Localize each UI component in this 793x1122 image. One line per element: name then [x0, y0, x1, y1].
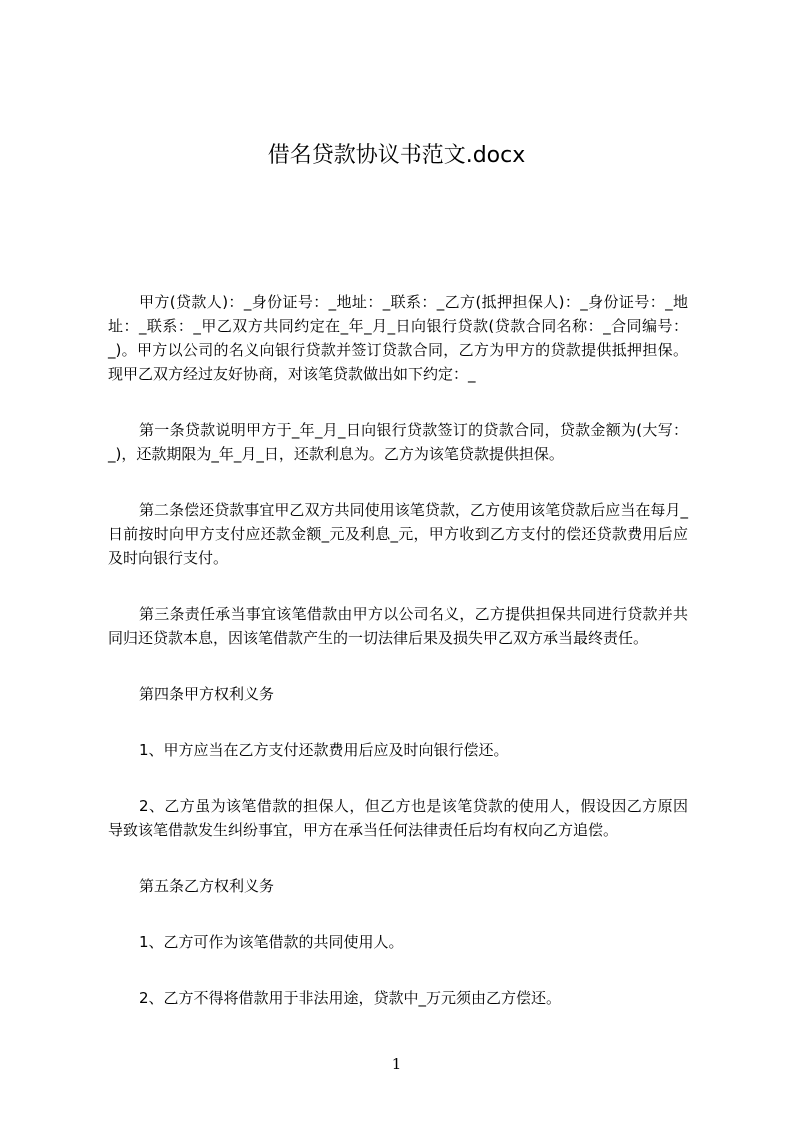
paragraph-article-2: 第二条偿还贷款事宜甲乙双方共同使用该笔贷款，乙方使用该笔贷款后应当在每月_日前按时向甲方支付应还款金额_元及利息_元，甲方收到乙方支付的偿还贷款费用后应及时向银行支付。: [108, 501, 688, 567]
document-title: 借名贷款协议书范文.docx: [267, 143, 526, 168]
paragraph-article-4-item-2: 2、乙方虽为该笔借款的担保人，但乙方也是该笔贷款的使用人，假设因乙方原因导致该笔借款发生纠纷事宜，甲方在承当任何法律责任后均有权向乙方追偿。: [108, 797, 688, 839]
paragraph-article-3: 第三条责任承当事宜该笔借款由甲方以公司名义，乙方提供担保共同进行贷款并共同归还贷款本息，因该笔借款产生的一切法律后果及损失甲乙双方承当最终责任。: [108, 605, 688, 647]
paragraph-article-4-heading: 第四条甲方权利义务: [139, 685, 275, 703]
paragraph-article-5-item-2: 2、乙方不得将借款用于非法用途，贷款中_万元须由乙方偿还。: [139, 989, 562, 1007]
paragraph-preamble: 甲方(贷款人)：_身份证号：_地址：_联系：_乙方(抵押担保人)：_身份证号：_地址：_联系：_甲乙双方共同约定在_年_月_日向银行贷款(贷款合同名称：_合同编号：_)。甲方以公司的名义向银行贷款并签订贷款合同，乙方为甲方的贷款提供抵押担保。现甲乙双方经过友好协商，对该笔贷款做出如下约定：_: [108, 293, 688, 383]
page-number: 1: [391, 1055, 402, 1073]
paragraph-article-1: 第一条贷款说明甲方于_年_月_日向银行贷款签订的贷款合同，贷款金额为(大写：_)，还款期限为_年_月_日，还款利息为。乙方为该笔贷款提供担保。: [108, 421, 688, 463]
document-body: [108, 290, 688, 1010]
paragraph-article-4-item-1: 1、甲方应当在乙方支付还款费用后应及时向银行偿还。: [139, 741, 509, 759]
paragraph-article-5-heading: 第五条乙方权利义务: [139, 877, 275, 895]
paragraph-article-5-item-1: 1、乙方可作为该笔借款的共同使用人。: [139, 933, 404, 951]
